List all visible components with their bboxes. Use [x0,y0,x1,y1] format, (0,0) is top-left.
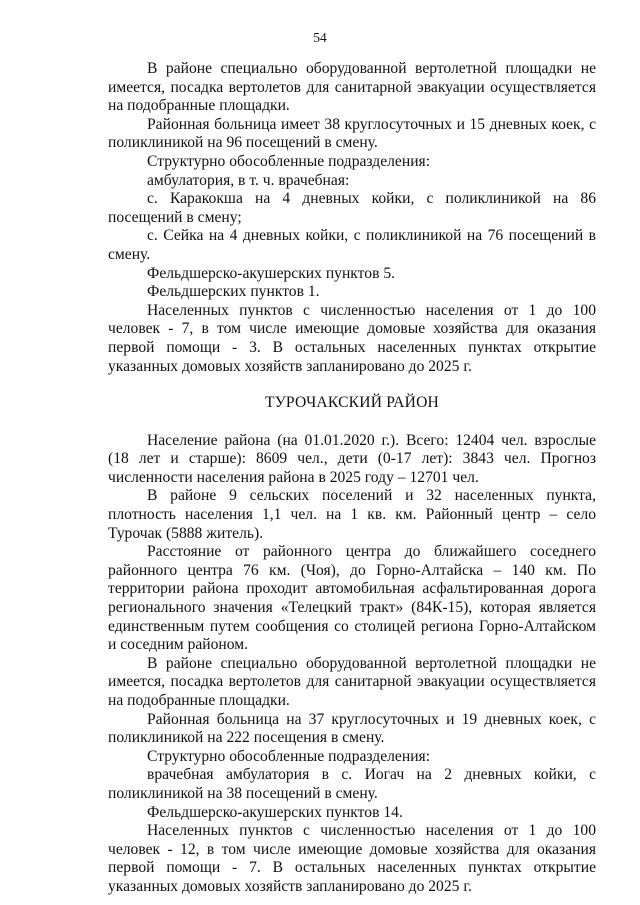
page-number: 54 [313,30,327,45]
paragraph: В районе специально оборудованной вертолетной площадки не имеется, посадка вертолетов для санитарной эвакуации осуществляется на подобранные площадки. [108,654,596,709]
document-body [108,60,596,897]
section-heading: ТУРОЧАКСКИЙ РАЙОН [264,394,440,412]
paragraph: с. Каракокша на 4 дневных койки, с поликлиникой на 86 посещений в смену; [108,190,596,226]
paragraph: Структурно обособленные подразделения: [147,747,431,765]
paragraph: Фельдшерских пунктов 1. [147,283,320,301]
paragraph: Населенных пунктов с численностью населения от 1 до 100 человек - 12, в том числе имеющие домовые хозяйства для оказания первой помощи - 7. В остальных населенных пунктах открытие указанных домовых хозяйств запланировано до 2025 г. [108,822,596,895]
paragraph: Структурно обособленные подразделения: [147,152,431,170]
paragraph: В районе 9 сельских поселений и 32 населенных пункта, плотность населения 1,1 чел. на 1 кв. км. Районный центр – село Турочак (5888 житель). [108,487,596,542]
paragraph: врачебная амбулатория в с. Иогач на 2 дневных койки, с поликлиникой на 38 посещений в смену. [108,766,596,802]
paragraph: Расстояние от районного центра до ближайшего соседнего районного центра 76 км. (Чоя), до Горно-Алтайска – 140 км. По территории района проходит автомобильная асфальтированная дорога регионального значения «Телецкий тракт» (84К-15), которая является единственным путем сообщения со столицей региона Горно-Алтайском и соседним районом. [108,543,596,654]
paragraph: Населенных пунктов с численностью населения от 1 до 100 человек - 7, в том числе имеющие домовые хозяйства для оказания первой помощи - 3. В остальных населенных пунктах открытие указанных домовых хозяйств запланировано до 2025 г. [108,301,596,375]
paragraph: Районная больница на 37 круглосуточных и 19 дневных коек, с поликлиникой на 222 посещения в смену. [108,710,596,747]
paragraph: Фельдшерско-акушерских пунктов 14. [147,803,403,821]
paragraph: Население района (на 01.01.2020 г.). Всего: 12404 чел. взрослые (18 лет и старше): 8609 чел., дети (0-17 лет): 3843 чел. Прогноз численности населения района в 2025 году – 12701 чел. [108,431,596,486]
paragraph: с. Сейка на 4 дневных койки, с поликлиникой на 76 посещений в смену. [108,227,596,263]
paragraph: В районе специально оборудованной вертолетной площадки не имеется, посадка вертолетов для санитарной эвакуации осуществляется на подобранные площадки. [108,60,596,115]
paragraph: амбулатория, в т. ч. врачебная: [147,171,350,189]
paragraph: Районная больница имеет 38 круглосуточных и 15 дневных коек, с поликлиникой на 96 посещений в смену. [108,115,596,152]
paragraph: Фельдшерско-акушерских пунктов 5. [147,264,396,282]
